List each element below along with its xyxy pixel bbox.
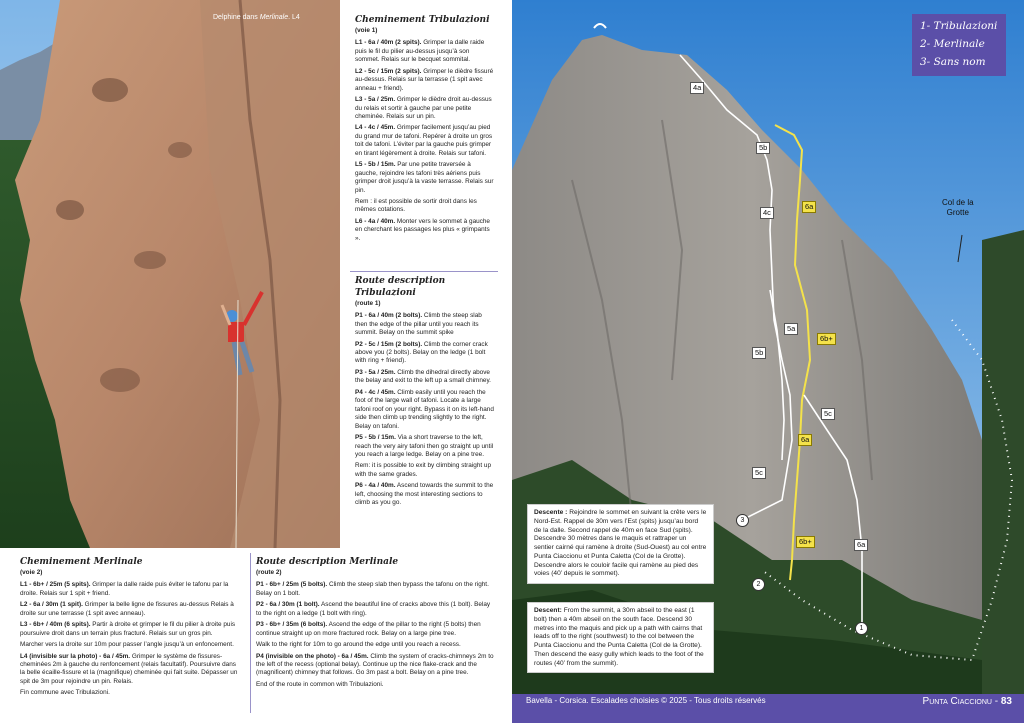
section-subtitle: (voie 1) [355,26,378,34]
pitch-text: Grimper la dalle raide puis le fil du pilier au-dessus jusqu’à son sommet. Relais sur le becquet sommital. [355,39,485,64]
pitch-label-4c: 4c [760,207,774,219]
col-label [942,198,974,219]
pitch-heading: P4 (invisible on the photo) - 6a / 45m. [256,652,369,660]
pitch-heading: P3 - 5a / 25m. [355,368,396,376]
pitch-text: Par une petite traversée à gauche, rejoindre les tafoni très aériens puis grimper droit jusqu’à la vaste terrasse. Relais sur pin. [355,161,494,194]
pitch-paragraph [355,462,495,479]
pitch-heading: L3 - 5a / 25m. [355,96,396,104]
section-subtitle: (voie 2) [20,568,43,576]
pitch-heading: L5 - 5b / 15m. [355,161,396,169]
pitch-paragraph [256,681,496,689]
pitch-text: Grimper le dièdre fissuré au-dessus. Relais sur la terrasse (1 spit avec anneau + friend). [355,67,494,92]
pitch-paragraph [355,218,495,243]
pitch-label-5c: 5c [821,408,835,420]
pitch-heading: P2 - 6a / 30m (1 bolt). [256,601,320,609]
pitch-heading: L4 (invisible sur la photo) - 6a / 45m. [20,652,131,660]
pitch-text: Grimper le système de fissures-cheminées 2m à gauche du renfoncement (relais facultatif). Poursuivre dans la belle écaille-fissure et la (magnifique) cheminée qui fait suite. Dépasser un spit de 3m pour rejoindre un pin. Relais. [20,652,238,685]
pitch-text: Marcher vers la droite sur 10m pour passer l’angle jusqu’à un enfoncement. [20,641,234,649]
pitch-text: Grimper le dièdre droit au-dessus du relais et sortir à gauche par une petite cheminée. Relais sur un pin. [355,96,492,120]
pitch-text: Grimper la belle ligne de fissures au-dessus Relais à droite sur une terrasse (1 spit avec anneau). [20,601,234,617]
pitch-text: Ascend the beautiful line of cracks above this (1 bolt). Belay to the right on a ledge (1 bolt with ring). [256,601,491,617]
pitch-paragraph [20,641,242,649]
pitch-list [355,39,495,243]
merlinale-en-section [256,557,496,692]
merlinale-fr-section [20,557,242,701]
pitch-text: Rem: it is possible to exit by climbing straight up with the same grades. [355,462,492,478]
pitch-label-5b: 5b [756,142,770,154]
route-start-1: 1 [855,622,868,635]
section-subtitle: (route 1) [355,299,381,307]
pitch-label-5c-2: 5c [752,467,766,479]
pitch-text: Ascend the edge of the pillar to the right (5 bolts) then continue straight up on more fractured rock. Belay on a large pine tree. [256,621,481,637]
pitch-text: Ascend towards the summit to the left, choosing the most interesting sections to climb as you go. [355,482,494,507]
pitch-text: Grimper facilement jusqu’au pied du grand mur de tafoni. Repérer à droite un gros toit de tafoni. L’éviter par la gauche puis grimper en tirant légèrement à droite. Relais sur tafoni. [355,124,493,157]
footer-left: Bavella - Corsica. Escalades choisies © 2025 - Tous droits réservés [526,696,766,705]
page-footer [512,694,1024,723]
pitch-paragraph [355,68,495,93]
climber-photo-art [0,0,340,548]
pitch-paragraph [355,482,495,507]
pitch-label-6a-yellow-2: 6a [798,434,812,446]
pitch-text: Climb the steep slab then the edge of the pillar until you reach its summit. Belay on the summit spike [355,312,482,337]
pitch-paragraph [355,198,495,215]
pitch-label-6a-3: 6a [854,539,868,551]
pitch-heading: P5 - 5b / 15m. [355,434,396,442]
caption-suffix: . L4 [288,14,300,21]
pitch-label-5a: 5a [784,323,798,335]
section-title: Route description Merlinale [256,557,399,567]
descent-head: Descent: [534,607,562,614]
caption-prefix: Delphine dans [213,14,260,21]
pitch-paragraph [355,124,495,158]
pitch-text: Climb the steep slab then bypass the tafonu on the right. Belay on 1 bolt. [256,581,489,597]
descent-body: From the summit, a 30m abseil to the east (1 bolt) then a 40m abseil on the south face. Descend 30 metres into the maquis and pick up a path with cairns that leads off to the right (southwest) to the col between the Punta Ciaccionu and the Punta Caletta (Col de la Grotte). Then descend the easy gully which leads to the foot of the routes (40’ from the summit). [534,607,704,667]
pitch-text: Grimper la dalle raide puis éviter le tafonu par la droite. Relais sur 1 spit + friend. [20,581,229,597]
pitch-heading: P3 - 6b+ / 35m (6 bolts). [256,621,328,629]
pitch-text: Climb the dihedral directly above the belay and exit to the left up a small chimney. [355,368,491,385]
pitch-heading: L3 - 6b+ / 40m (6 spits). [20,621,91,629]
pitch-paragraph [355,312,495,337]
pitch-heading: P1 - 6b+ / 25m (5 bolts). [256,581,328,589]
pitch-label-4a: 4a [690,82,704,94]
pitch-paragraph [20,621,242,638]
pitch-paragraph [355,39,495,64]
pitch-paragraph [355,161,495,195]
pitch-paragraph [20,581,242,598]
pitch-list [20,581,242,697]
route-start-2: 2 [752,578,765,591]
page-number: 83 [1000,696,1012,707]
pitch-text: Via a short traverse to the left, reach the very airy tafoni then go straight up until you reach a large ledge. Belay on a pine tree. [355,434,494,458]
descente-head: Descente : [534,509,568,516]
pitch-label-6bplus-yellow-2: 6b+ [796,536,815,548]
pitch-text: End of the route in common with Tribulazioni. [256,680,384,688]
section-title: Route description Tribulazioni [355,276,446,298]
footer-right: Punta Ciaccionu - 83 [922,696,1012,707]
pitch-list [355,312,495,508]
pitch-text: Climb the corner crack above you (2 bolts). Belay on the ledge (1 bolt with ring + friend). [355,340,488,365]
pitch-heading: L2 - 6a / 30m (1 spit). [20,601,83,609]
legend-item-2: 2- Merlinale [920,37,985,50]
section-title: Cheminement Tribulazioni [355,15,490,25]
route-topo-art [512,0,1024,694]
pitch-text: Partir à droite et grimper le fil du pilier à droite puis poursuivre droit dans un terrain plus fracturé. Relais sur un gros pin. [20,621,236,637]
route-start-3: 3 [736,514,749,527]
legend-item-3: 3- Sans nom [920,55,986,68]
pitch-label-6a-yellow: 6a [802,201,816,213]
pitch-text: Rem : il est possible de sortir droit dans les mêmes cotations. [355,198,477,214]
pitch-paragraph [355,341,495,366]
descente-body: Rejoindre le sommet en suivant la crête vers le Nord-Est. Rappel de 30m vers l’Est (spits) jusqu’au bord de la dalle. Second rappel de 40m en face Sud (spits). Descendre 30 mètres dans le maquis et rattraper un sentier cairné qui ramène à droite (Sud-Ouest) au col entre Punta Ciaccionu et Punta Caletta (Col de la Grotte). Descendre alors le couloir facile qui ramène au pied des voies (40’ depuis le sommet). [534,509,707,578]
divider [250,553,251,713]
pitch-heading: L4 - 4c / 45m. [355,124,396,132]
pitch-text: Climb the system of cracks-chimneys 2m to the left of the recess (optional belay). Continue up the nice flake-crack and the (magnificent) chimney that follows. Go 3m past a bolt. Belay on a pine tree. [256,652,494,677]
col-label-line-2: Grotte [946,208,969,218]
pitch-text: Walk to the right for 10m to go around the edge until you reach a recess. [256,641,461,649]
pitch-paragraph [256,653,496,678]
pitch-heading: P1 - 6a / 40m (2 bolts). [355,312,423,320]
pitch-list [256,581,496,689]
pitch-heading: P2 - 5c / 15m (2 bolts). [355,340,423,348]
pitch-paragraph [256,581,496,598]
divider [350,271,498,272]
right-page [512,0,1024,723]
tribulazioni-en-section [355,276,495,511]
pitch-paragraph [20,689,242,697]
pitch-heading: L1 - 6a / 40m (2 spits). [355,39,422,47]
section-title: Cheminement Merlinale [20,557,143,567]
pitch-heading: P4 - 4c / 45m. [355,388,396,396]
pitch-paragraph [256,621,496,638]
pitch-text: Climb easily until you reach the foot of the large wall of tafoni. Locate a large tafoni roof on your right. Bypass it on its left-hand side then climb up trending slightly to the right. Belay on tafoni. [355,388,494,430]
pitch-paragraph [256,601,496,618]
pitch-label-5b-2: 5b [752,347,766,359]
route-topo-photo [512,0,1024,694]
footer-place: Punta Ciaccionu [922,696,992,707]
pitch-paragraph [20,601,242,618]
descente-fr-box [528,505,713,583]
pitch-text: Fin commune avec Tribulazioni. [20,689,110,697]
pitch-paragraph [20,653,242,687]
descent-en-box [528,603,713,672]
pitch-heading: L6 - 4a / 40m. [355,217,396,225]
pitch-paragraph [256,641,496,649]
pitch-paragraph [355,434,495,459]
pitch-paragraph [355,369,495,386]
caption-route: Merlinale [259,14,289,21]
col-label-line-1: Col de la [942,198,974,207]
pitch-text: Monter vers le sommet à gauche en cherchant les passages les plus « grimpants ». [355,217,490,242]
pitch-label-6bplus-yellow: 6b+ [817,333,836,345]
legend-item-1: 1- Tribulazioni [920,20,998,32]
pitch-heading: L1 - 6b+ / 25m (5 spits). [20,581,91,589]
route-legend [912,14,1006,76]
photo-caption [213,14,300,21]
pitch-heading: L2 - 5c / 15m (2 spits). [355,67,422,75]
section-subtitle: (route 2) [256,568,282,576]
climber-photo [0,0,340,548]
tribulazioni-fr-section [355,15,495,246]
pitch-paragraph [355,389,495,431]
pitch-paragraph [355,96,495,121]
pitch-heading: P6 - 4a / 40m. [355,482,396,490]
